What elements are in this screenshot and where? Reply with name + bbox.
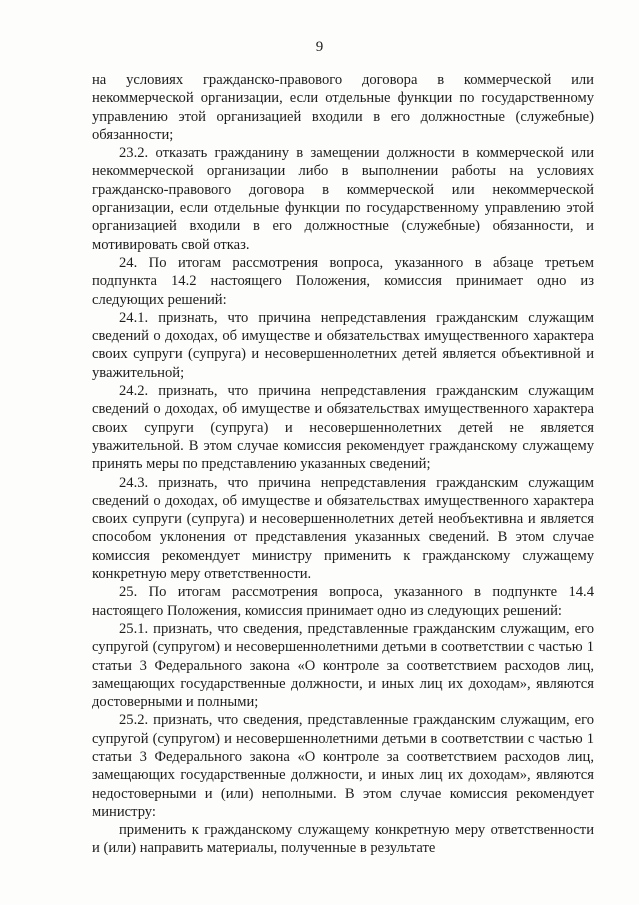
- document-body: [92, 71, 594, 858]
- paragraph-24-3: 24.3. признать, что причина непредставления гражданским служащим сведений о доходах, об имуществе и обязательствах имущественного характера своих супруги (супруга) и несовершеннолетних детей необъективна и является способом уклонения от представления указанных сведений. В этом случае комиссия рекомендует министру применить к гражданскому служащему конкретную меру ответственности.: [92, 474, 594, 583]
- paragraph-25-2-action: применить к гражданскому служащему конкретную меру ответственности и (или) направить материалы, полученные в результате: [92, 822, 594, 857]
- paragraph-24-1: 24.1. признать, что причина непредставления гражданским служащим сведений о доходах, об имуществе и обязательствах имущественного характера своих супруги (супруга) и несовершеннолетних детей является объективной и уважительной;: [92, 309, 594, 381]
- paragraph-continuation: на условиях гражданско-правового договора в коммерческой или некоммерческой организации, если отдельные функции по государственному управлению этой организацией входили в его должностные (служебные) обязанности;: [92, 72, 594, 143]
- paragraph-23-2: 23.2. отказать гражданину в замещении должности в коммерческой или некоммерческой организации либо в выполнении работы на условиях гражданско-правового договора в коммерческой или некоммерческой организации, если отдельные функции по государственному управлению этой организацией входили в его должностные (служебные) обязанности, и мотивировать свой отказ.: [92, 145, 594, 253]
- page-number: 9: [315, 39, 324, 55]
- paragraph-25-1: 25.1. признать, что сведения, представленные гражданским служащим, его супругой (супругом) и несовершеннолетними детьми в соответствии с частью 1 статьи 3 Федерального закона «О контроле за соответствием расходов лиц, замещающих государственные должности, и иных лиц их доходам», являются достоверными и полными;: [92, 620, 594, 711]
- paragraph-24: 24. По итогам рассмотрения вопроса, указанного в абзаце третьем подпункта 14.2 настоящего Положения, комиссия принимает одно из следующих решений:: [92, 254, 594, 308]
- paragraph-25-2: 25.2. признать, что сведения, представленные гражданским служащим, его супругой (супругом) и несовершеннолетними детьми в соответствии с частью 1 статьи 3 Федерального закона «О контроле за соответствием расходов лиц, замещающих государственные должности, и иных лиц их доходам», являются недостоверными и (или) неполными. В этом случае комиссия рекомендует министру:: [92, 712, 594, 820]
- paragraph-25: 25. По итогам рассмотрения вопроса, указанного в подпункте 14.4 настоящего Положения, комиссия принимает одно из следующих решений:: [92, 584, 594, 619]
- paragraph-24-2: 24.2. признать, что причина непредставления гражданским служащим сведений о доходах, об имуществе и обязательствах имущественного характера своих супруги (супруга) и несовершеннолетних детей не является уважительной. В этом случае комиссия рекомендует гражданскому служащему принять меры по представлению указанных сведений;: [92, 383, 594, 473]
